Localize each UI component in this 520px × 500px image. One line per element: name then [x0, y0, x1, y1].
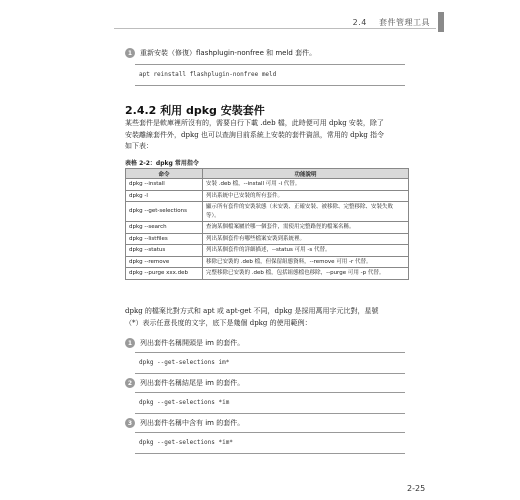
thumb-tab	[438, 12, 444, 32]
table-row	[126, 190, 409, 202]
table-row	[126, 245, 409, 257]
description-cell: 顯示所有套件的安裝狀態（未安裝、正確安裝、被移除、完整移除、安裝失敗等）。	[203, 202, 409, 222]
header-divider	[114, 28, 436, 29]
column-header-description: 功能說明	[203, 169, 409, 179]
step-item	[125, 48, 316, 58]
paragraph-line: 如下表：	[125, 142, 153, 150]
step-text: 列出套件名稱中含有 im 的套件。	[140, 419, 245, 427]
command-cell: dpkg --status	[126, 245, 203, 257]
wildcard-paragraph	[125, 306, 410, 329]
code-text: apt reinstall flashplugin-nonfree meld	[139, 71, 277, 78]
description-cell: 查詢某個檔案屬於哪一個套件，需使用完整路徑的檔案名稱。	[203, 222, 409, 234]
command-cell: dpkg --purge xxx.deb	[126, 268, 203, 280]
description-cell: 安裝 .deb 檔，--install 可用 -i 代替。	[203, 179, 409, 191]
page-number: 2-25	[407, 484, 426, 493]
paragraph-line: （*）表示任意長度的文字，底下是幾個 dpkg 的使用範例：	[125, 318, 312, 327]
table-row	[126, 233, 409, 245]
code-block	[135, 432, 405, 454]
table-row	[126, 202, 409, 222]
command-cell: dpkg --install	[126, 179, 203, 191]
section-title: 2.4.2 利用 dpkg 安裝套件	[125, 104, 265, 117]
step-text: 列出套件名稱結尾是 im 的套件。	[140, 379, 245, 387]
command-cell: dpkg --remove	[126, 256, 203, 268]
step-item	[125, 418, 244, 428]
description-cell: 列出系統中已安裝的所有套件。	[203, 190, 409, 202]
table-row	[126, 222, 409, 234]
description-cell: 完整移除已安裝的 .deb 檔，包括組態檔也移除，--purge 可用 -p 代替。	[203, 268, 409, 280]
code-text: dpkg --get-selections im*	[139, 359, 230, 366]
chapter-title: 套件管理工具	[379, 18, 430, 27]
command-cell: dpkg --search	[126, 222, 203, 234]
command-cell: dpkg --listfiles	[126, 233, 203, 245]
command-cell: dpkg --get-selections	[126, 202, 203, 222]
running-header	[353, 17, 430, 28]
dpkg-command-table	[125, 168, 409, 280]
table-row	[126, 179, 409, 191]
code-block	[135, 352, 405, 374]
description-cell: 列出某個套件的詳細描述，--status 可用 -s 代替。	[203, 245, 409, 257]
step-item	[125, 338, 244, 348]
description-cell: 列出某個套件有哪些檔案安裝到系統裡。	[203, 233, 409, 245]
command-cell: dpkg -l	[126, 190, 203, 202]
step-number-badge: 1	[125, 338, 135, 348]
step-number-badge: 2	[125, 378, 135, 388]
page-header	[0, 0, 520, 30]
column-header-command: 命令	[126, 169, 203, 179]
step-text: 列出套件名稱開頭是 im 的套件。	[140, 339, 245, 347]
code-text: dpkg --get-selections *im*	[139, 439, 233, 446]
description-cell: 移除已安裝的 .deb 檔，但保留組態資料，--remove 可用 -r 代替。	[203, 256, 409, 268]
paragraph-line: 某些套件是軟庫裡所沒有的，需要自行下載 .deb 檔，此時便可用 dpkg 安裝，除了	[125, 119, 384, 127]
table-row	[126, 256, 409, 268]
code-text: dpkg --get-selections *im	[139, 399, 230, 406]
table-row	[126, 268, 409, 280]
intro-paragraph	[125, 118, 410, 153]
code-block	[135, 392, 405, 414]
step-item	[125, 378, 244, 388]
step-number-badge: 1	[125, 48, 135, 58]
paragraph-line: 安裝離線套件外，dpkg 也可以查詢目前系統上安裝的套件資訊，常用的 dpkg 指令	[125, 130, 385, 139]
table-header-row	[126, 169, 409, 179]
code-block	[135, 64, 405, 86]
chapter-number: 2.4	[352, 18, 367, 27]
step-number-badge: 3	[125, 418, 135, 428]
table-caption: 表格 2-2：dpkg 常用指令	[125, 160, 199, 167]
step-text: 重新安裝（修復）flashplugin-nonfree 和 meld 套件。	[140, 49, 317, 57]
paragraph-line: dpkg 的檔案比對方式和 apt 或 apt-get 不同，dpkg 是採用萬用字元比對，星號	[125, 307, 379, 315]
